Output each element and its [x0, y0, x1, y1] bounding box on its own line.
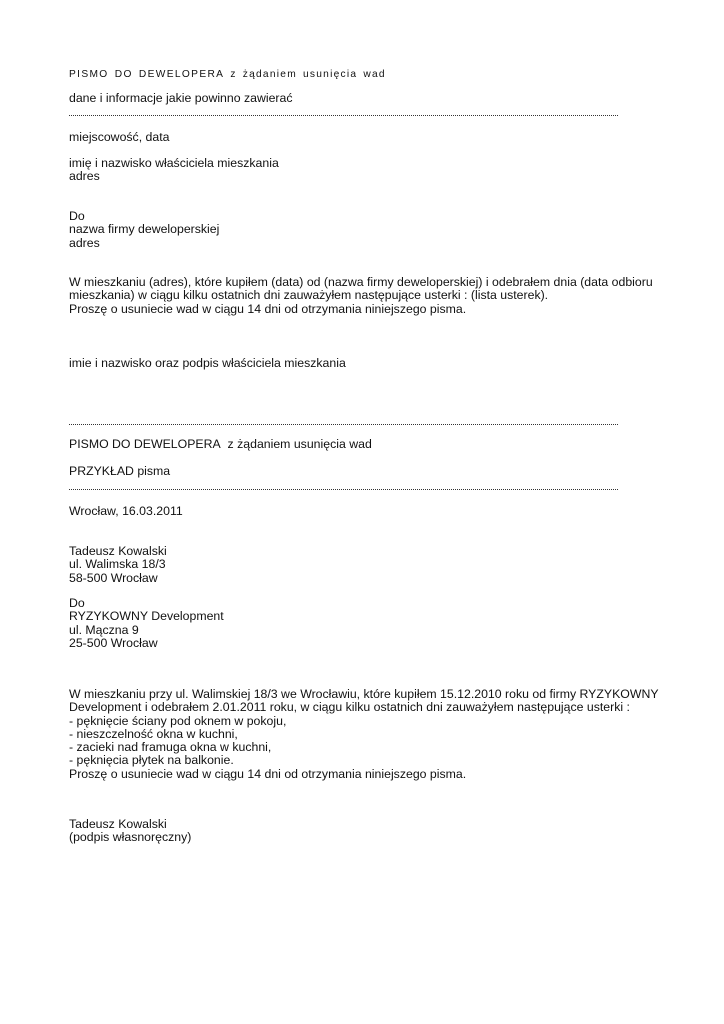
owner-name-line: imię i nazwisko właściciela mieszkania [69, 156, 279, 170]
owner-address-line: adres [69, 169, 100, 184]
example-title [69, 438, 669, 451]
template-body-line: mieszkania) w ciągu kilku ostatnich dni zauważyłem następujące usterki : (lista usterek). [69, 288, 549, 303]
example-recipient-block [69, 597, 669, 650]
example-signature-block [69, 818, 669, 845]
recipient-company-line: RYZYKOWNY Development [69, 609, 224, 624]
template-body [69, 276, 669, 316]
dotted-divider [69, 424, 618, 425]
template-recipient-block [69, 210, 669, 250]
example-sender-block [69, 545, 669, 585]
dotted-divider [69, 489, 618, 490]
example-body [69, 688, 669, 781]
recipient-to-line: Do [69, 596, 85, 610]
template-owner-block [69, 157, 669, 184]
example-title-main: PISMO DO DEWELOPERA [69, 437, 221, 451]
recipient-company-line: nazwa firmy deweloperskiej [69, 222, 220, 237]
example-body-line: Development i odebrałem 2.01.2011 roku, w ciągu kilku ostatnich dni zauważyłem następujące usterki : [69, 700, 630, 715]
template-title-sub: z żądaniem usunięcia wad [230, 69, 386, 80]
defect-list-item: - pęknięcia płytek na balkonie. [69, 753, 234, 768]
template-info-line: dane i informacje jakie powinno zawierać [69, 91, 293, 105]
recipient-address-line: adres [69, 235, 100, 250]
example-place-date: Wrocław, 16.03.2011 [69, 504, 183, 518]
example-body-line: Proszę o usuniecie wad w ciągu 14 dni od otrzymania niniejszego pisma. [69, 766, 467, 781]
defect-list-item: - zacieki nad framuga okna w kuchni, [69, 740, 272, 755]
recipient-street-line: ul. Mączna 9 [69, 622, 139, 637]
template-title [69, 68, 669, 81]
sender-city-line: 58-500 Wrocław [69, 570, 158, 585]
signature-name-line: Tadeusz Kowalski [69, 817, 167, 831]
template-signature: imie i nazwisko oraz podpis właściciela mieszkania [69, 356, 346, 370]
example-subtitle: PRZYKŁAD pisma [69, 464, 171, 478]
example-title-sub: z żądaniem usunięcia wad [227, 437, 372, 451]
template-place-date: miejscowość, data [69, 130, 170, 144]
defect-list-item: - pęknięcie ściany pod oknem w pokoju, [69, 713, 287, 728]
dotted-divider [69, 115, 618, 116]
recipient-city-line: 25-500 Wrocław [69, 635, 158, 650]
signature-note-line: (podpis własnoręczny) [69, 830, 192, 845]
example-body-line: W mieszkaniu przy ul. Walimskiej 18/3 we Wrocławiu, które kupiłem 15.12.2010 roku od firmy RYZYKOWNY [69, 687, 659, 701]
sender-street-line: ul. Walimska 18/3 [69, 557, 166, 572]
sender-name-line: Tadeusz Kowalski [69, 544, 167, 558]
template-body-line: W mieszkaniu (adres), które kupiłem (data) od (nazwa firmy deweloperskiej) i odebrałem dnia (data odbioru [69, 275, 653, 289]
template-title-main: PISMO DO DEWELOPERA [69, 69, 225, 80]
template-body-line: Proszę o usuniecie wad w ciągu 14 dni od otrzymania niniejszego pisma. [69, 301, 467, 316]
defect-list-item: - nieszczelność okna w kuchni, [69, 726, 238, 741]
recipient-to-line: Do [69, 209, 85, 223]
